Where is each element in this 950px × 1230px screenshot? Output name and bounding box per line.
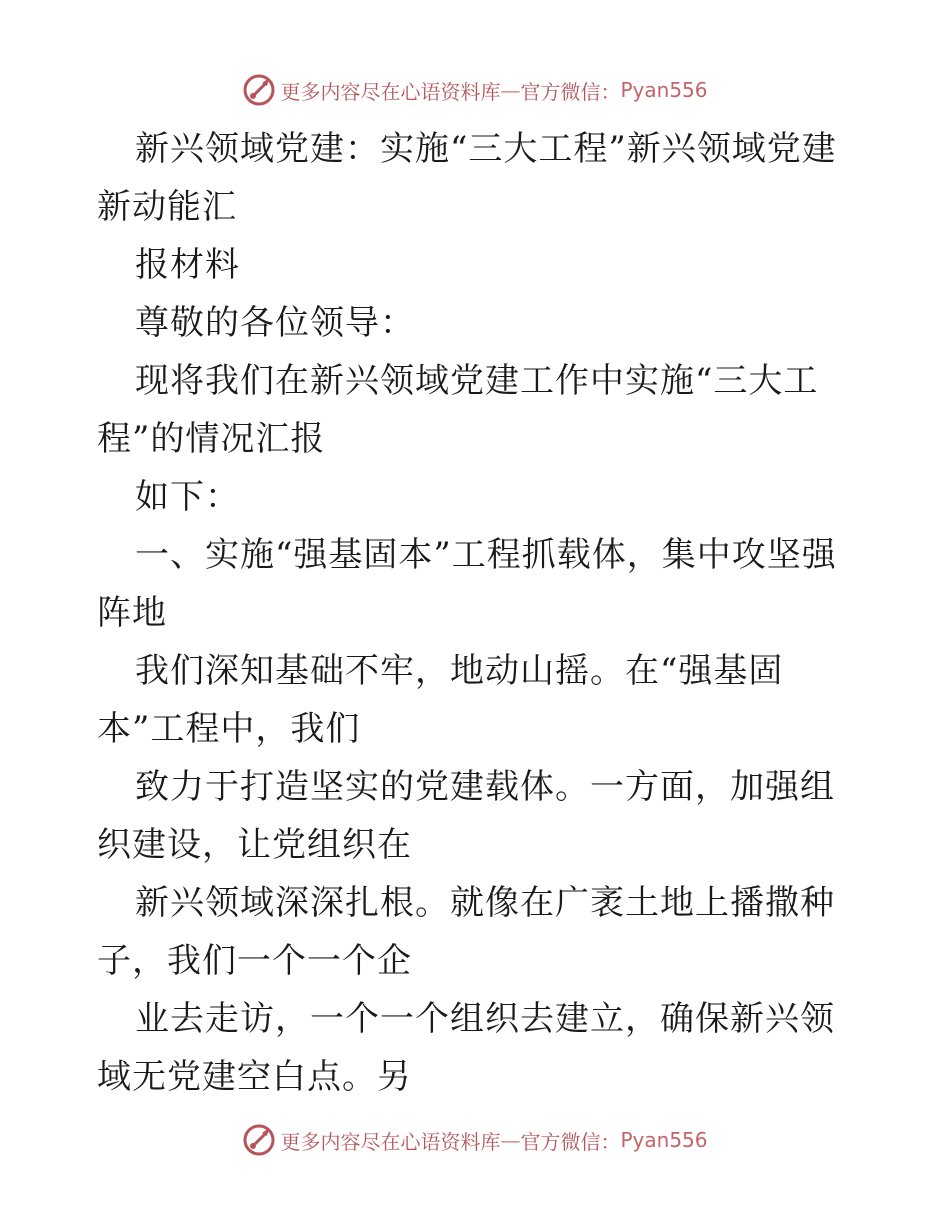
paragraph-body-3: 新兴领域深深扎根。就像在广袤土地上播撒种子，我们一个一个企 [97, 883, 835, 981]
paragraph-title: 新兴领域党建：实施“三大工程”新兴领域党建新动能汇 [97, 129, 837, 227]
watermark-text: 更多内容尽在心语资料库 [280, 1129, 501, 1154]
watermark-separator: — [500, 78, 521, 102]
watermark-text: 更多内容尽在心语资料库 [280, 79, 501, 104]
paragraph-salutation: 尊敬的各位领导： [135, 303, 415, 343]
watermark-separator: — [500, 1128, 521, 1152]
brush-logo-icon [242, 73, 276, 107]
footer-watermark [0, 1120, 950, 1160]
watermark-wechat-id: Pyan556 [620, 1128, 708, 1152]
paragraph-title-cont: 报材料 [135, 245, 240, 285]
paragraph-intro-cont: 如下： [135, 477, 240, 517]
header-watermark [0, 70, 950, 110]
paragraph-section-heading: 一、实施“强基固本”工程抓载体，集中攻坚强阵地 [97, 535, 837, 633]
paragraph-body-4: 业去走访，一个一个组织去建立，确保新兴领域无党建空白点。另 [97, 999, 835, 1097]
paragraph-body-1: 我们深知基础不牢，地动山摇。在“强基固本”工程中，我们 [97, 651, 784, 749]
watermark-wechat-id: Pyan556 [620, 78, 708, 102]
watermark-official-label: 官方微信： [520, 79, 621, 104]
document-body [97, 120, 857, 1106]
brush-logo-icon [242, 1123, 276, 1157]
paragraph-body-2: 致力于打造坚实的党建载体。一方面，加强组织建设，让党组织在 [97, 767, 835, 865]
watermark-official-label: 官方微信： [520, 1129, 621, 1154]
paragraph-intro: 现将我们在新兴领域党建工作中实施“三大工程”的情况汇报 [97, 361, 819, 459]
